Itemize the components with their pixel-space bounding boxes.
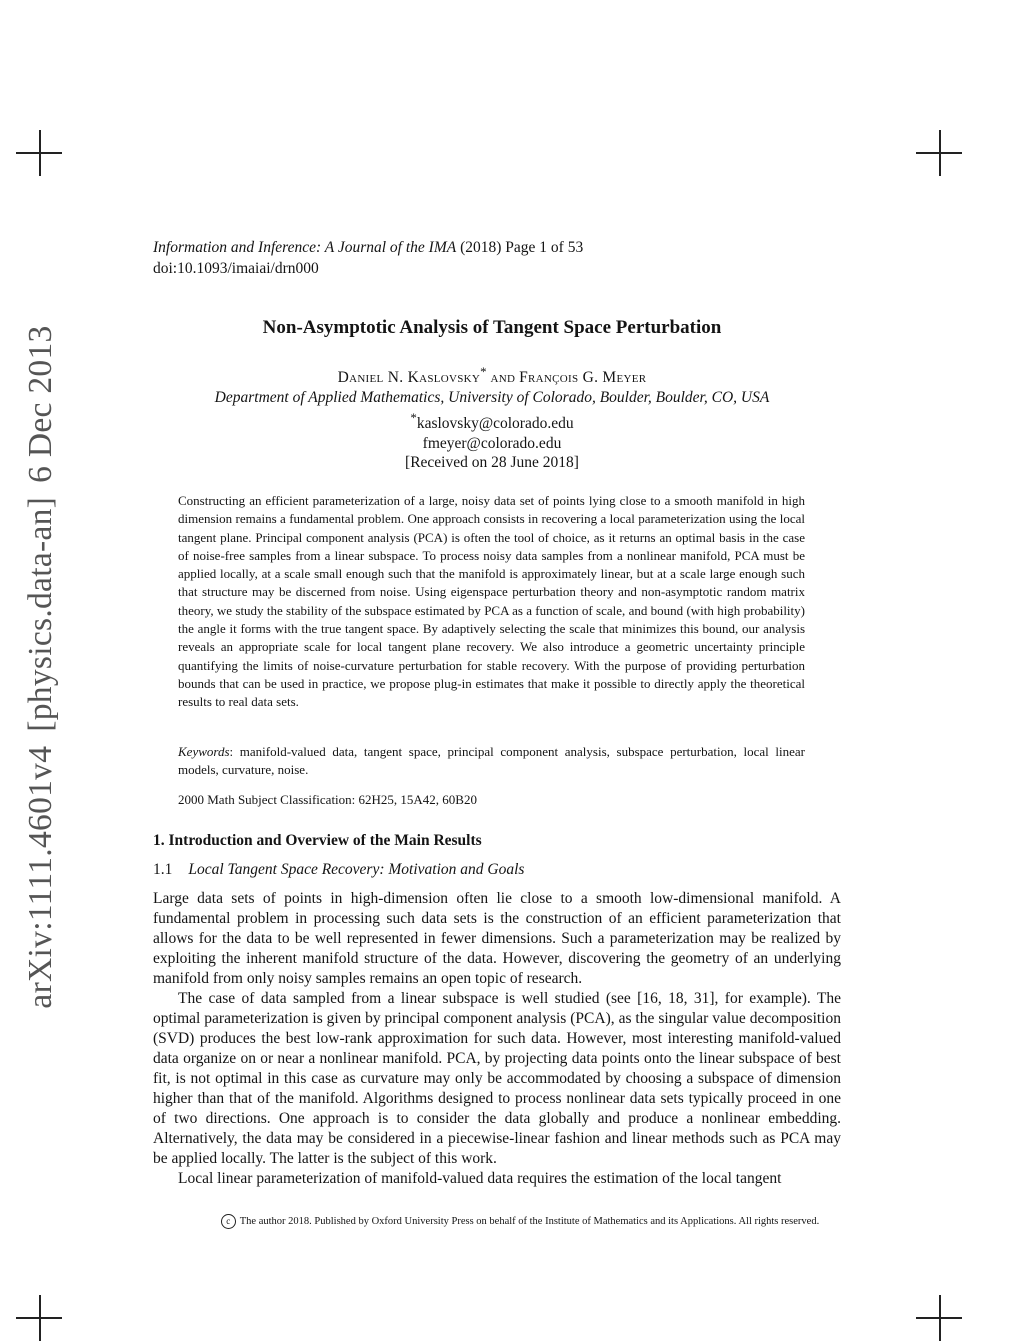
subsection-number: 1.1: [153, 861, 173, 878]
crop-mark-top-left-v: [39, 130, 41, 176]
email-2[interactable]: fmeyer@colorado.edu: [422, 435, 562, 453]
abstract: Constructing an efficient parameterization of a large, noisy data set of points lying close to a smooth manifold in high dimension remains a fundamental problem. One approach consists in recovering a local parameterization using the local tangent plane. Principal component analysis (PCA) is often the tool of choice, as it returns an optimal basis in the case of noise-free samples from a linear subspace. To process noisy data samples from a nonlinear manifold, PCA must be applied locally, at a scale small enough such that the manifold is approximately linear, but at a scale large enough such that structure may be discerned from noise. Using eigenspace perturbation theory and non-asymptotic random matrix theory, we study the stability of the subspace estimated by PCA as a function of scale, and bound (with high probability) the angle it forms with the true tangent space. By adaptively selecting the scale that minimizes this bound, our analysis reveals an appropriate scale for local tangent plane recovery. We also introduce a geometric uncertainty principle quantifying the limits of noise-curvature perturbation for stable recovery. With the purpose of providing perturbation bounds that can be used in practice, we propose plug-in estimates that make it possible to directly apply the theoretical results to real data sets.: [178, 493, 805, 710]
keywords-text: : manifold-valued data, tangent space, principal component analysis, subspace perturbation, local linear models, curvature, noise.: [178, 744, 805, 778]
keywords-label: Keywords: [178, 744, 230, 759]
received-date: [Received on 28 June 2018]: [405, 454, 579, 471]
author-1-mark: *: [480, 364, 487, 379]
arxiv-date: 6 Dec 2013: [22, 325, 59, 483]
subsection-title: Local Tangent Space Recovery: Motivation and Goals: [188, 861, 525, 878]
paragraph-2: The case of data sampled from a linear subspace is well studied (see [16, 18, 31], for example). The optimal parameterization is given by principal component analysis (PCA), as the singular value decomposition (SVD) produces the best low-rank approximation for such data. However, most interesting manifold-valued data organize on or near a nonlinear manifold. PCA, by projecting data points onto the linear subspace of best fit, is not optimal in this case as curvature may only be accommodated by choosing a subspace of dimension higher than that of the manifold. Algorithms designed to process nonlinear data sets typically proceed in one of two directions. One approach is to consider the data globally and produce a nonlinear embedding. Alternatively, the data may be considered in a piecewise-linear fashion and linear methods such as PCA may be applied locally. The latter is the subject of this work.: [153, 990, 841, 1167]
journal-doi: doi:10.1093/imaiai/drn000: [153, 260, 319, 277]
crop-mark-bottom-left-v: [39, 1295, 41, 1341]
affiliation: Department of Applied Mathematics, University of Colorado, Boulder, Boulder, CO, USA: [214, 389, 770, 407]
body-text: [153, 889, 841, 1189]
keywords: [178, 743, 805, 780]
email-1[interactable]: kaslovsky@colorado.edu: [416, 415, 574, 433]
msc-classification: 2000 Math Subject Classification: 62H25, 15A42, 60B20: [178, 792, 477, 807]
paragraph-1: Large data sets of points in high-dimension often lie close to a smooth low-dimensional manifold. A fundamental problem in processing such data sets is the construction of an efficient parameterization that allows for the data to be well represented in fewer dimensions. Such a parameterization may be realized by exploiting the inherent manifold structure of the data. However, discovering the geometry of an underlying manifold from only noisy samples remains an open topic of research.: [153, 890, 841, 987]
copyright-notice: [0, 1214, 1024, 1229]
journal-header: [153, 237, 583, 279]
arxiv-id: arXiv:1111.4601v4: [22, 745, 59, 1009]
arxiv-category: [physics.data-an]: [22, 496, 59, 732]
author-1: Daniel N. Kaslovsky: [337, 369, 481, 387]
copyright-text: The author 2018. Published by Oxford University Press on behalf of the Institute of Mathematics and its Applications. All rights reserved.: [239, 1215, 820, 1227]
paragraph-3: Local linear parameterization of manifold-valued data requires the estimation of the local tangent: [178, 1170, 782, 1187]
subsection-heading: [153, 861, 524, 879]
crop-mark-top-right-v: [939, 130, 941, 176]
journal-name: Information and Inference: A Journal of the IMA: [153, 239, 457, 256]
section-heading: 1. Introduction and Overview of the Main Results: [153, 832, 482, 849]
paper-title: Non-Asymptotic Analysis of Tangent Space Perturbation: [262, 317, 722, 338]
copyright-icon: c: [221, 1214, 236, 1229]
author-and: and: [490, 369, 516, 387]
email-1-mark: *: [410, 410, 417, 426]
journal-year-page: (2018) Page 1 of 53: [460, 239, 584, 256]
crop-mark-bottom-right-v: [939, 1295, 941, 1341]
author-block: [0, 362, 984, 454]
author-2: François G. Meyer: [519, 369, 647, 387]
